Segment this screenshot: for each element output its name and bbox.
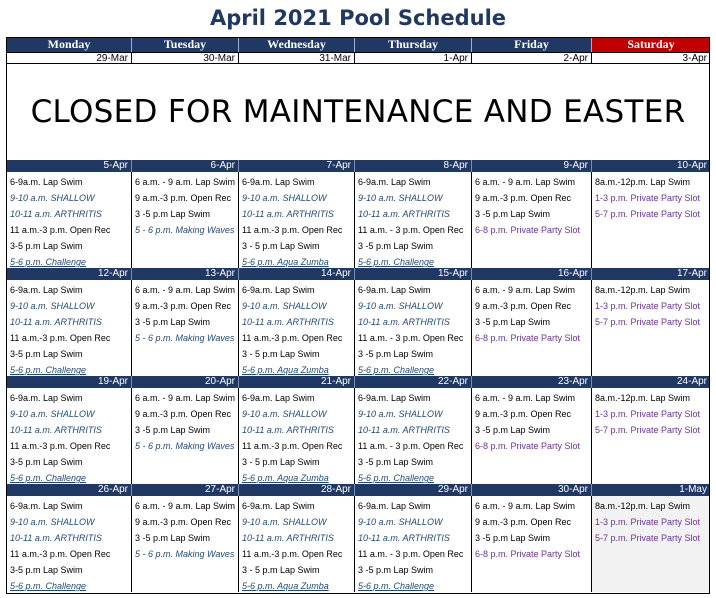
schedule-entry: 9 a.m.-3 p.m. Open Rec bbox=[475, 193, 572, 203]
day-cell-saturday bbox=[591, 496, 710, 592]
schedule-entry: 3 -5 p.m Lap Swim bbox=[135, 425, 211, 435]
day-cell-tuesday bbox=[131, 496, 238, 592]
schedule-entry: 3 - 5 p.m Lap Swim bbox=[242, 457, 320, 467]
schedule-entry: 6-8 p.m. Private Party Slot bbox=[475, 333, 581, 343]
date-label: 10-Apr bbox=[591, 160, 710, 172]
schedule-entry: 6-9a.m. Lap Swim bbox=[10, 501, 83, 511]
schedule-entry: 6-8 p.m. Private Party Slot bbox=[475, 549, 581, 559]
schedule-entry: 10-11 a.m. ARTHRITIS bbox=[242, 209, 334, 219]
schedule-entry: 5-6 p.m. Challenge bbox=[358, 473, 435, 483]
schedule-entry: 9 a.m.-3 p.m. Open Rec bbox=[475, 517, 572, 527]
schedule-entry: 5 - 6 p.m. Making Waves bbox=[135, 441, 235, 451]
schedule-entry: 9-10 a.m. SHALLOW bbox=[358, 409, 443, 419]
day-cell-friday bbox=[471, 496, 591, 592]
day-cell-saturday bbox=[591, 172, 710, 268]
date-label: 27-Apr bbox=[131, 484, 238, 496]
day-header-wednesday: Wednesday bbox=[238, 37, 354, 52]
schedule-entry: 3 -5 p.m Lap Swim bbox=[358, 565, 434, 575]
schedule-entry: 1-3 p.m. Private Party Slot bbox=[595, 193, 701, 203]
schedule-entry: 9-10 a.m. SHALLOW bbox=[242, 193, 327, 203]
day-cell-wednesday bbox=[238, 388, 354, 484]
schedule-entry: 9-10 a.m. SHALLOW bbox=[358, 301, 443, 311]
date-label: 22-Apr bbox=[354, 376, 471, 388]
schedule-entry: 5-7 p.m. Private Party Slot bbox=[595, 425, 701, 435]
schedule-entry: 10-11 a.m. ARTHRITIS bbox=[358, 533, 450, 543]
day-cell-friday bbox=[471, 388, 591, 484]
day-cell-thursday bbox=[354, 280, 471, 376]
schedule-entry: 5 - 6 p.m. Making Waves bbox=[135, 333, 235, 343]
schedule-entry: 5-6 p.m. Challenge bbox=[10, 581, 87, 591]
schedule-entry: 8a.m.-12p.m. Lap Swim bbox=[595, 393, 691, 403]
date-label: 23-Apr bbox=[471, 376, 591, 388]
date-label: 9-Apr bbox=[471, 160, 591, 172]
schedule-entry: 5-6 p.m. Aqua Zumba bbox=[242, 365, 329, 375]
schedule-entry: 9-10 a.m. SHALLOW bbox=[242, 517, 327, 527]
schedule-entry: 10-11 a.m. ARTHRITIS bbox=[358, 317, 450, 327]
day-cell-tuesday bbox=[131, 388, 238, 484]
schedule-entry: 10-11 a.m. ARTHRITIS bbox=[242, 425, 334, 435]
schedule-entry: 10-11 a.m. ARTHRITIS bbox=[10, 317, 102, 327]
schedule-entry: 6-9a.m. Lap Swim bbox=[10, 177, 83, 187]
date-label: 12-Apr bbox=[6, 268, 131, 280]
schedule-entry: 3 -5 p.m Lap Swim bbox=[358, 349, 434, 359]
schedule-entry: 6-9a.m. Lap Swim bbox=[358, 177, 431, 187]
schedule-entry: 10-11 a.m. ARTHRITIS bbox=[358, 425, 450, 435]
schedule-entry: 6-9a.m. Lap Swim bbox=[242, 177, 315, 187]
day-cell-monday bbox=[6, 172, 131, 268]
schedule-entry: 6 a.m. - 9 a.m. Lap Swim bbox=[475, 177, 576, 187]
schedule-entry: 5-6 p.m. Aqua Zumba bbox=[242, 473, 329, 483]
schedule-entry: 11 a.m.-3 p.m. Open Rec bbox=[10, 333, 111, 343]
schedule-entry: 6 a.m. - 9 a.m. Lap Swim bbox=[475, 285, 576, 295]
schedule-entry: 9 a.m.-3 p.m. Open Rec bbox=[475, 301, 572, 311]
day-header-thursday: Thursday bbox=[354, 37, 471, 52]
schedule-entry: 6-9a.m. Lap Swim bbox=[242, 501, 315, 511]
closure-notice: CLOSED FOR MAINTENANCE AND EASTER bbox=[6, 64, 710, 160]
schedule-entry: 5-6 p.m. Challenge bbox=[358, 365, 435, 375]
schedule-entry: 5-7 p.m. Private Party Slot bbox=[595, 317, 701, 327]
schedule-entry: 3-5 p.m Lap Swim bbox=[10, 241, 83, 251]
day-header-friday: Friday bbox=[471, 37, 591, 52]
schedule-entry: 3 - 5 p.m Lap Swim bbox=[242, 565, 320, 575]
schedule-entry: 9 a.m.-3 p.m. Open Rec bbox=[135, 517, 232, 527]
schedule-entry: 5 - 6 p.m. Making Waves bbox=[135, 225, 235, 235]
date-label: 15-Apr bbox=[354, 268, 471, 280]
schedule-entry: 8a.m.-12p.m. Lap Swim bbox=[595, 285, 691, 295]
date-label: 26-Apr bbox=[6, 484, 131, 496]
schedule-entry: 11 a.m.-3 p.m. Open Rec bbox=[10, 225, 111, 235]
schedule-entry: 3 -5 p.m Lap Swim bbox=[475, 425, 551, 435]
day-cell-wednesday bbox=[238, 280, 354, 376]
day-cell-thursday bbox=[354, 388, 471, 484]
schedule-entry: 10-11 a.m. ARTHRITIS bbox=[10, 533, 102, 543]
schedule-entry: 11 a.m. - 3 p.m. Open Rec bbox=[358, 225, 464, 235]
schedule-entry: 11 a.m.-3 p.m. Open Rec bbox=[242, 333, 343, 343]
date-label: 28-Apr bbox=[238, 484, 354, 496]
schedule-entry: 3 -5 p.m Lap Swim bbox=[135, 533, 211, 543]
date-label: 19-Apr bbox=[6, 376, 131, 388]
schedule-entry: 5-6 p.m. Aqua Zumba bbox=[242, 581, 329, 591]
schedule-entry: 5-6 p.m. Challenge bbox=[10, 257, 87, 267]
schedule-entry: 6 a.m. - 9 a.m. Lap Swim bbox=[475, 393, 576, 403]
day-cell-saturday bbox=[591, 388, 710, 484]
date-label: 7-Apr bbox=[238, 160, 354, 172]
schedule-entry: 3-5 p.m Lap Swim bbox=[10, 349, 83, 359]
schedule-entry: 1-3 p.m. Private Party Slot bbox=[595, 517, 701, 527]
day-cell-thursday bbox=[354, 496, 471, 592]
schedule-entry: 6 a.m. - 9 a.m. Lap Swim bbox=[135, 501, 236, 511]
schedule-entry: 9 a.m.-3 p.m. Open Rec bbox=[135, 301, 232, 311]
date-label: 1-Apr bbox=[354, 52, 471, 64]
schedule-entry: 5-7 p.m. Private Party Slot bbox=[595, 533, 701, 543]
date-label: 16-Apr bbox=[471, 268, 591, 280]
schedule-entry: 10-11 a.m. ARTHRITIS bbox=[242, 317, 334, 327]
schedule-entry: 6-9a.m. Lap Swim bbox=[358, 285, 431, 295]
schedule-entry: 5 - 6 p.m. Making Waves bbox=[135, 549, 235, 559]
date-label: 29-Mar bbox=[6, 52, 131, 64]
day-header-monday: Monday bbox=[6, 37, 131, 52]
day-cell-tuesday bbox=[131, 172, 238, 268]
schedule-entry: 6-9a.m. Lap Swim bbox=[10, 285, 83, 295]
schedule-entry: 3-5 p.m Lap Swim bbox=[10, 565, 83, 575]
schedule-entry: 6-9a.m. Lap Swim bbox=[10, 393, 83, 403]
date-label: 14-Apr bbox=[238, 268, 354, 280]
schedule-entry: 11 a.m.-3 p.m. Open Rec bbox=[10, 441, 111, 451]
schedule-entry: 10-11 a.m. ARTHRITIS bbox=[10, 425, 102, 435]
schedule-entry: 9-10 a.m. SHALLOW bbox=[10, 409, 95, 419]
schedule-entry: 9 a.m.-3 p.m. Open Rec bbox=[135, 409, 232, 419]
schedule-entry: 5-6 p.m. Challenge bbox=[10, 365, 87, 375]
schedule-entry: 3 -5 p.m Lap Swim bbox=[358, 241, 434, 251]
day-cell-monday bbox=[6, 388, 131, 484]
schedule-entry: 11 a.m.-3 p.m. Open Rec bbox=[10, 549, 111, 559]
schedule-entry: 9-10 a.m. SHALLOW bbox=[358, 517, 443, 527]
schedule-entry: 3 - 5 p.m Lap Swim bbox=[242, 349, 320, 359]
schedule-entry: 11 a.m. - 3 p.m. Open Rec bbox=[358, 549, 464, 559]
schedule-entry: 3 -5 p.m Lap Swim bbox=[135, 317, 211, 327]
day-header-saturday: Saturday bbox=[591, 37, 710, 52]
day-cell-friday bbox=[471, 280, 591, 376]
schedule-entry: 10-11 a.m. ARTHRITIS bbox=[10, 209, 102, 219]
schedule-entry: 9-10 a.m. SHALLOW bbox=[242, 409, 327, 419]
date-label: 30-Mar bbox=[131, 52, 238, 64]
schedule-entry: 9-10 a.m. SHALLOW bbox=[242, 301, 327, 311]
date-label: 29-Apr bbox=[354, 484, 471, 496]
schedule-entry: 9 a.m.-3 p.m. Open Rec bbox=[135, 193, 232, 203]
day-cell-wednesday bbox=[238, 496, 354, 592]
schedule-entry: 5-6 p.m. Challenge bbox=[10, 473, 87, 483]
date-label: 13-Apr bbox=[131, 268, 238, 280]
date-label: 17-Apr bbox=[591, 268, 710, 280]
schedule-entry: 1-3 p.m. Private Party Slot bbox=[595, 301, 701, 311]
day-cell-monday bbox=[6, 280, 131, 376]
schedule-entry: 6-9a.m. Lap Swim bbox=[242, 285, 315, 295]
schedule-entry: 1-3 p.m. Private Party Slot bbox=[595, 409, 701, 419]
schedule-entry: 6-8 p.m. Private Party Slot bbox=[475, 225, 581, 235]
page-title: April 2021 Pool Schedule bbox=[209, 6, 507, 30]
schedule-entry: 6 a.m. - 9 a.m. Lap Swim bbox=[135, 285, 236, 295]
date-label: 24-Apr bbox=[591, 376, 710, 388]
schedule-entry: 11 a.m.-3 p.m. Open Rec bbox=[242, 225, 343, 235]
day-cell-wednesday bbox=[238, 172, 354, 268]
schedule-entry: 5-6 p.m. Challenge bbox=[358, 581, 435, 591]
date-label: 2-Apr bbox=[471, 52, 591, 64]
schedule-entry: 11 a.m.-3 p.m. Open Rec bbox=[242, 441, 343, 451]
date-label: 1-May bbox=[591, 484, 710, 496]
schedule-entry: 9-10 a.m. SHALLOW bbox=[10, 517, 95, 527]
schedule-entry: 3 -5 p.m Lap Swim bbox=[358, 457, 434, 467]
schedule-entry: 9-10 a.m. SHALLOW bbox=[10, 193, 95, 203]
schedule-entry: 6-8 p.m. Private Party Slot bbox=[475, 441, 581, 451]
schedule-entry: 8a.m.-12p.m. Lap Swim bbox=[595, 501, 691, 511]
schedule-entry: 6 a.m. - 9 a.m. Lap Swim bbox=[135, 177, 236, 187]
day-cell-friday bbox=[471, 172, 591, 268]
date-label: 5-Apr bbox=[6, 160, 131, 172]
schedule-entry: 5-7 p.m. Private Party Slot bbox=[595, 209, 701, 219]
date-label: 8-Apr bbox=[354, 160, 471, 172]
date-label: 20-Apr bbox=[131, 376, 238, 388]
schedule-entry: 11 a.m.-3 p.m. Open Rec bbox=[242, 549, 343, 559]
schedule-entry: 11 a.m. - 3 p.m. Open Rec bbox=[358, 441, 464, 451]
schedule-entry: 6-9a.m. Lap Swim bbox=[358, 501, 431, 511]
schedule-entry: 3 -5 p.m Lap Swim bbox=[135, 209, 211, 219]
day-cell-thursday bbox=[354, 172, 471, 268]
date-label: 31-Mar bbox=[238, 52, 354, 64]
schedule-entry: 9 a.m.-3 p.m. Open Rec bbox=[475, 409, 572, 419]
day-header-tuesday: Tuesday bbox=[131, 37, 238, 52]
schedule-entry: 6-9a.m. Lap Swim bbox=[358, 393, 431, 403]
date-label: 3-Apr bbox=[591, 52, 710, 64]
schedule-entry: 9-10 a.m. SHALLOW bbox=[10, 301, 95, 311]
schedule-entry: 8a.m.-12p.m. Lap Swim bbox=[595, 177, 691, 187]
date-label: 30-Apr bbox=[471, 484, 591, 496]
schedule-entry: 5-6 p.m. Challenge bbox=[358, 257, 435, 267]
day-cell-saturday bbox=[591, 280, 710, 376]
day-cell-tuesday bbox=[131, 280, 238, 376]
schedule-entry: 3 -5 p.m Lap Swim bbox=[475, 317, 551, 327]
schedule-entry: 6 a.m. - 9 a.m. Lap Swim bbox=[135, 393, 236, 403]
date-label: 21-Apr bbox=[238, 376, 354, 388]
schedule-entry: 3 -5 p.m Lap Swim bbox=[475, 209, 551, 219]
schedule-entry: 3-5 p.m Lap Swim bbox=[10, 457, 83, 467]
schedule-entry: 3 - 5 p.m Lap Swim bbox=[242, 241, 320, 251]
schedule-entry: 6 a.m. - 9 a.m. Lap Swim bbox=[475, 501, 576, 511]
schedule-entry: 9-10 a.m. SHALLOW bbox=[358, 193, 443, 203]
date-label: 6-Apr bbox=[131, 160, 238, 172]
schedule-entry: 10-11 a.m. ARTHRITIS bbox=[242, 533, 334, 543]
day-cell-monday bbox=[6, 496, 131, 592]
schedule-entry: 6-9a.m. Lap Swim bbox=[242, 393, 315, 403]
schedule-entry: 5-6 p.m. Aqua Zumba bbox=[242, 257, 329, 267]
schedule-entry: 10-11 a.m. ARTHRITIS bbox=[358, 209, 450, 219]
schedule-entry: 3 -5 p.m Lap Swim bbox=[475, 533, 551, 543]
schedule-entry: 11 a.m. - 3 p.m. Open Rec bbox=[358, 333, 464, 343]
